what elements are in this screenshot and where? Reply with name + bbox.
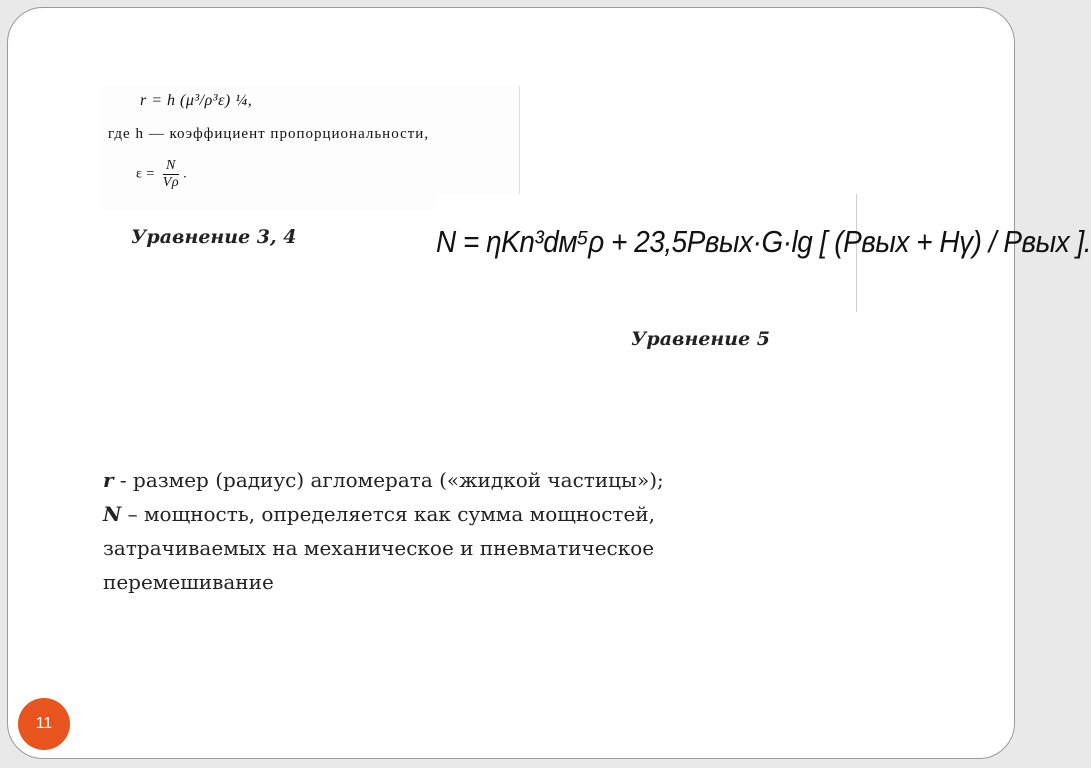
definition-r: - размер (радиус) агломерата («жидкой частицы»); (113, 468, 664, 492)
caption-equation-3-4: Уравнение 3, 4 (131, 226, 297, 248)
equation-3-line: r = h (μ³/ρ³ε) ¼, (140, 92, 253, 109)
symbol-n: N (103, 502, 122, 526)
equation-4-lhs: ε = (136, 166, 155, 182)
equation-5-image (436, 194, 1091, 314)
equation-4-fraction (163, 158, 179, 191)
caption-equation-5: Уравнение 5 (631, 328, 771, 350)
slide (7, 7, 1091, 759)
equation-3-4-image (100, 86, 520, 211)
page-number-badge: 11 (18, 698, 70, 750)
equation-4-end: . (183, 166, 188, 182)
equation-4-denominator: Vρ (162, 175, 180, 190)
equation-4-line (136, 158, 187, 191)
equation-3-note: где h — коэффициент пропорциональности, (108, 126, 430, 142)
symbol-r: r (103, 468, 114, 492)
definition-n: – мощность, определяется как сумма мощностей, затрачиваемых на механическое и пневматическое перемешивание (103, 502, 655, 594)
definitions-text (103, 463, 823, 599)
equation-4-numerator: N (163, 158, 179, 175)
equation-5-formula: N = ηKn³dм⁵ρ + 23,5Pвых·G·lg [ (Pвых + Hγ) / Pвых ]. (436, 224, 1091, 259)
